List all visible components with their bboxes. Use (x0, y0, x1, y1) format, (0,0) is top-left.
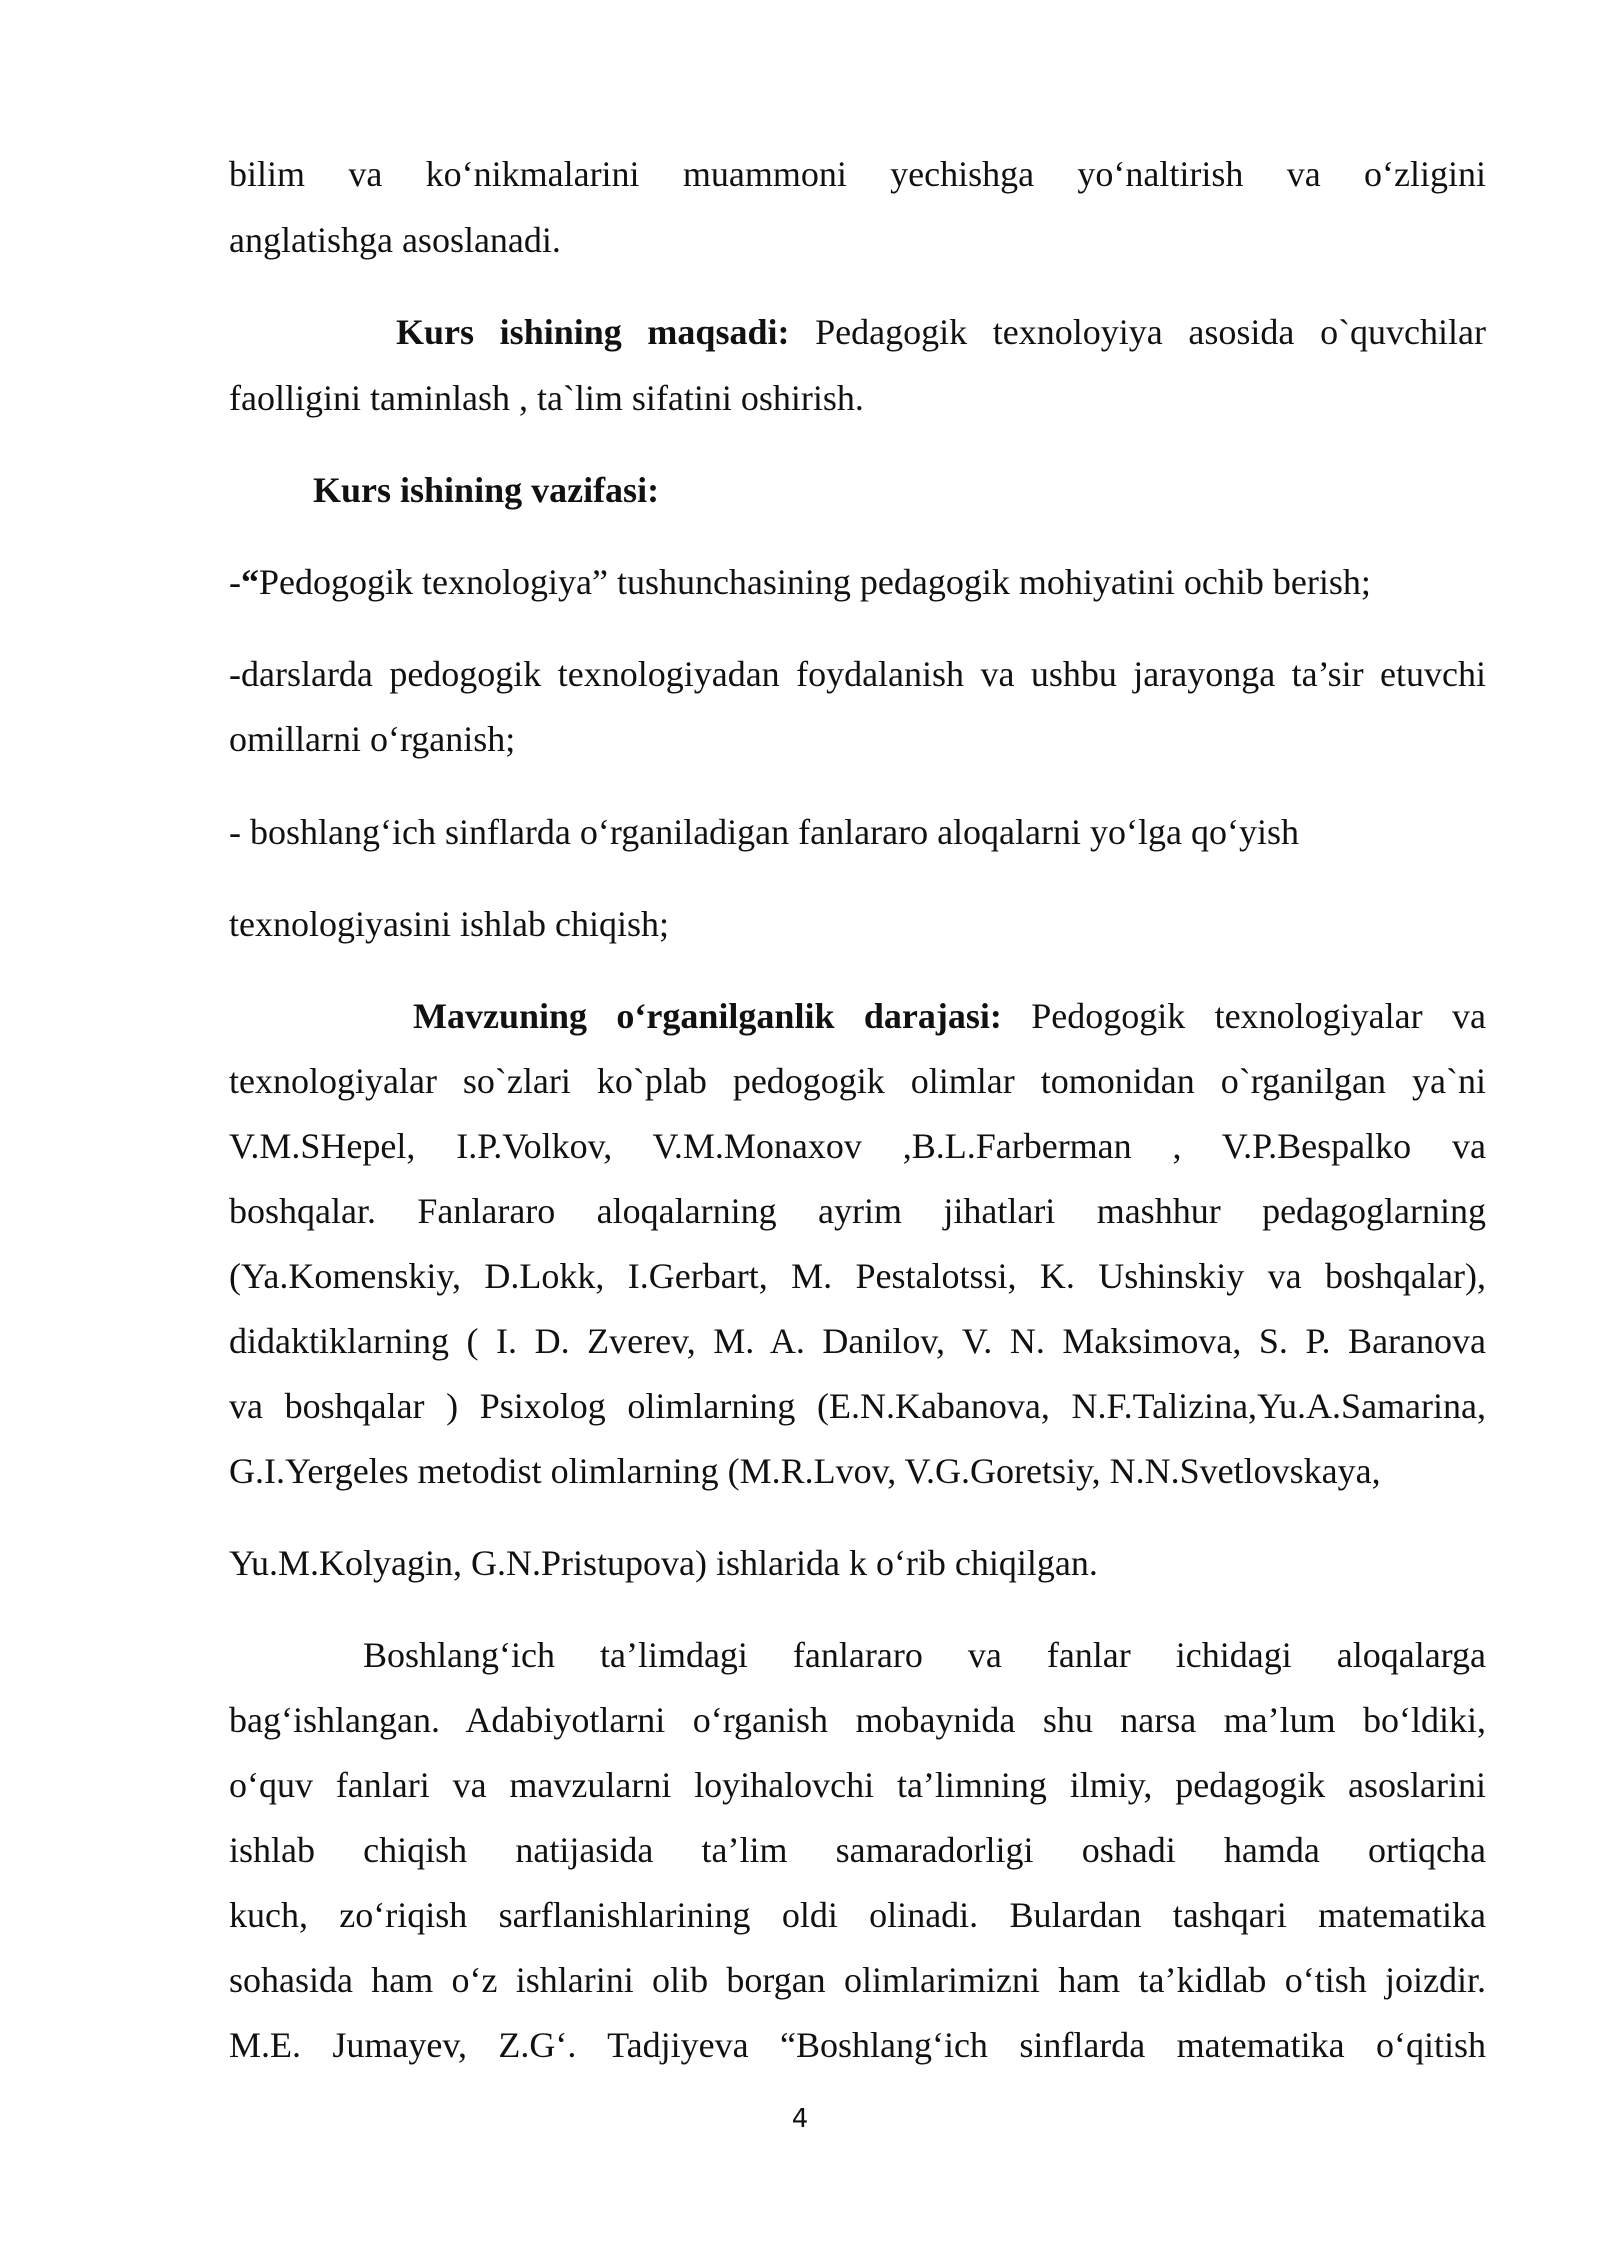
final-line-7: M.E. Jumayev, Z.G‘. Tadjiyeva “Boshlang‘ich sinflarda matematika o‘qitish (229, 2025, 1486, 2065)
study-line-8: G.I.Yergeles metodist olimlarning (M.R.Lvov, V.G.Goretsiy, N.N.Svetlovskaya, (229, 1451, 1381, 1491)
task-item-2-line-1: -darslarda pedogogik texnologiyadan foydalanish va ushbu jarayonga ta’sir etuvchi (229, 654, 1486, 694)
final-line-3: o‘quv fanlari va mavzularni loyihalovchi ta’limning ilmiy, pedagogik asoslarini (229, 1765, 1486, 1805)
tasks-heading: Kurs ishining vazifasi: (313, 470, 660, 510)
intro-line-1: bilim va ko‘nikmalarini muammoni yechishga yo‘naltirish va o‘zligini (229, 154, 1486, 194)
final-line-1: Boshlang‘ich ta’limdagi fanlararo va fanlar ichidagi aloqalarga (363, 1635, 1486, 1675)
study-line-7: va boshqalar ) Psixolog olimlarning (E.N.Kabanova, N.F.Talizina,Yu.A.Samarina, (229, 1386, 1486, 1426)
task-item-3-line-1: - boshlang‘ich sinflarda o‘rganiladigan fanlararo aloqalarni yo‘lga qo‘yish (229, 812, 1299, 852)
page-number: 4 (791, 2104, 809, 2134)
goal-line-2: faolligini taminlash , ta`lim sifatini oshirish. (229, 378, 864, 418)
goal-text: Pedagogik texnoloyiya asosida o`quvchilar (815, 312, 1487, 352)
goal-heading: Kurs ishining maqsadi: (396, 312, 790, 352)
study-line-3: V.M.SHepel, I.P.Volkov, V.M.Monaxov ,B.L.Farberman , V.P.Bespalko va (229, 1126, 1486, 1166)
study-line-2: texnologiyalar so`zlari ko`plab pedogogik olimlar tomonidan o`rganilgan ya`ni (229, 1061, 1486, 1101)
task-item-3-line-2: texnologiyasini ishlab chiqish; (229, 904, 669, 944)
study-line-1: Mavzuning o‘rganilganlik darajasi: Pedogogik texnologiyalar va (413, 996, 1486, 1036)
final-line-4: ishlab chiqish natijasida ta’lim samaradorligi oshadi hamda ortiqcha (229, 1830, 1486, 1870)
final-line-6: sohasida ham o‘z ishlarini olib borgan olimlarimizni ham ta’kidlab o‘tish joizdir. (229, 1960, 1486, 2000)
goal-line-1 (396, 310, 1486, 354)
study-line-4: boshqalar. Fanlararo aloqalarning ayrim jihatlari mashhur pedagoglarning (229, 1191, 1486, 1231)
study-heading: Mavzuning o‘rganilganlik darajasi: (413, 996, 1002, 1036)
intro-line-2: anglatishga asoslanadi. (229, 220, 561, 260)
study-line-5: (Ya.Komenskiy, D.Lokk, I.Gerbart, M. Pestalotssi, K. Ushinskiy va boshqalar), (229, 1256, 1486, 1296)
final-line-2: bag‘ishlangan. Adabiyotlarni o‘rganish mobaynida shu narsa ma’lum bo‘ldiki, (229, 1700, 1486, 1740)
final-line-5: kuch, zo‘riqish sarflanishlarining oldi olinadi. Bulardan tashqari matematika (229, 1895, 1486, 1935)
study-line-6: didaktiklarning ( I. D. Zverev, M. A. Danilov, V. N. Maksimova, S. P. Baranova (229, 1321, 1486, 1361)
study-line-9: Yu.M.Kolyagin, G.N.Pristupova) ishlarida k o‘rib chiqilgan. (229, 1543, 1098, 1583)
task-item-1: -“Pedogogik texnologiya” tushunchasining pedagogik mohiyatini ochib berish; (229, 562, 1371, 602)
task-item-2-line-2: omillarni o‘rganish; (229, 719, 516, 759)
